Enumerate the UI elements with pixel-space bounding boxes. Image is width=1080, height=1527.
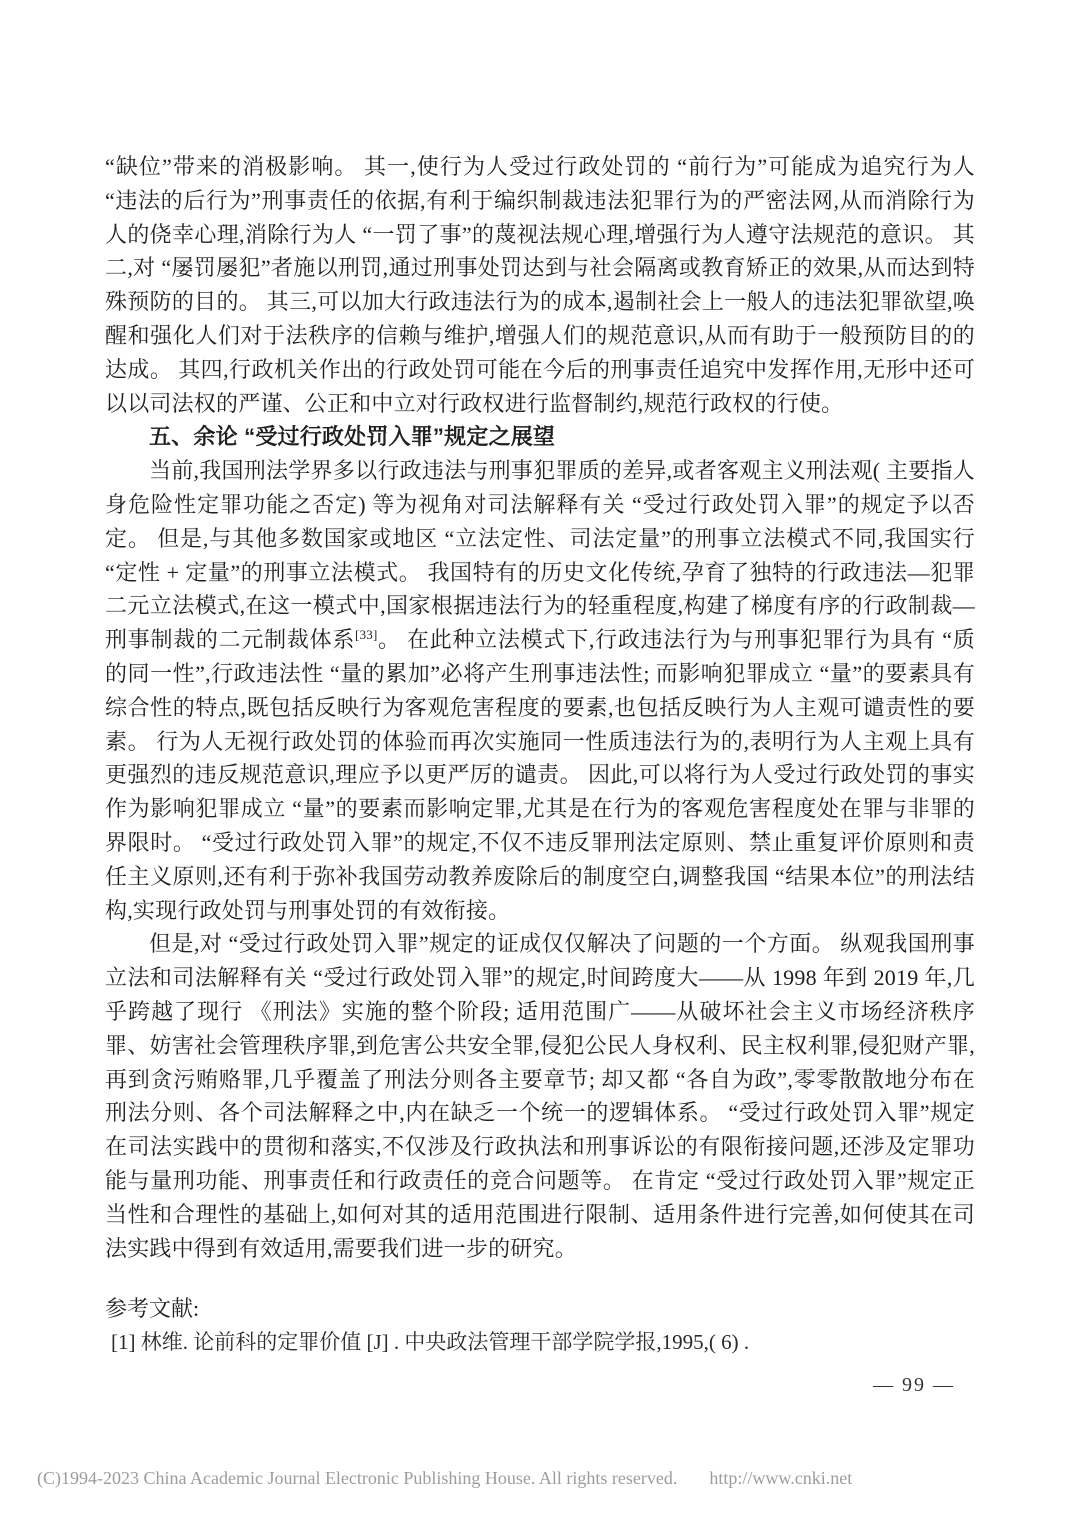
references-section xyxy=(105,1292,975,1360)
paragraph-with-footnote xyxy=(105,454,975,927)
article-text xyxy=(105,150,975,1265)
publisher-watermark xyxy=(37,1468,1047,1489)
paragraph-text-before-note: 当前,我国刑法学界多以行政违法与刑事犯罪质的差异,或者客观主义刑法观( 主要指人身危险性定罪功能之否定) 等为视角对司法解释有关 “受过行政处罚入罪”的规定予以否定。 但是,与其他多数国家或地区 “立法定性、司法定量”的刑事立法模式不同,我国实行 “定性 + 定量”的刑事立法模式。 我国特有的历史文化传统,孕育了独特的行政违法—犯罪二元立法模式,在这一模式中,国家根据违法行为的轻重程度,构建了梯度有序的行政制裁—刑事制裁的二元制裁体系 xyxy=(105,458,975,653)
copyright-text: (C)1994-2023 China Academic Journal Electronic Publishing House. All rights reserved. xyxy=(37,1468,678,1488)
paragraph-continuation: “缺位”带来的消极影响。 其一,使行为人受过行政处罚的 “前行为”可能成为追究行为人 “违法的后行为”刑事责任的依据,有利于编织制裁违法犯罪行为的严密法网,从而消除行为人的侥幸心理,消除行为人 “一罚了事”的蔑视法规心理,增强行为人遵守法规范的意识。 其二,对 “屡罚屡犯”者施以刑罚,通过刑事处罚达到与社会隔离或教育矫正的效果,从而达到特殊预防的目的。 其三,可以加大行政违法行为的成本,遏制社会上一般人的违法犯罪欲望,唤醒和强化人们对于法秩序的信赖与维护,增强人们的规范意识,从而有助于一般预防目的的达成。 其四,行政机关作出的行政处罚可能在今后的刑事责任追究中发挥作用,无形中还可以以司法权的严谨、公正和中立对行政权进行监督制约,规范行政权的行使。 xyxy=(105,154,975,416)
section-heading: 五、余论 “受过行政处罚入罪”规定之展望 xyxy=(149,424,556,450)
article-body xyxy=(105,150,975,1397)
footnote-marker: [33] xyxy=(355,627,378,643)
cnki-url[interactable]: http://www.cnki.net xyxy=(709,1468,853,1488)
references-heading: 参考文献: xyxy=(105,1296,200,1322)
paragraph: 但是,对 “受过行政处罚入罪”规定的证成仅仅解决了问题的一个方面。 纵观我国刑事立法和司法解释有关 “受过行政处罚入罪”的规定,时间跨度大——从 1998 年到 2019 年,几乎跨越了现行 《刑法》实施的整个阶段; 适用范围广——从破坏社会主义市场经济秩序罪、妨害社会管理秩序罪,到危害公共安全罪,侵犯公民人身权利、民主权利罪,侵犯财产罪,再到贪污贿赂罪,几乎覆盖了刑法分则各主要章节; 却又都 “各自为政”,零零散散地分布在刑法分则、各个司法解释之中,内在缺乏一个统一的逻辑体系。 “受过行政处罚入罪”规定在司法实践中的贯彻和落实,不仅涉及行政执法和刑事诉讼的有限衔接问题,还涉及定罪功能与量刑功能、刑事责任和行政责任的竞合问题等。 在肯定 “受过行政处罚入罪”规定正当性和合理性的基础上,如何对其的适用范围进行限制、适用条件进行完善,如何使其在司法实践中得到有效适用,需要我们进一步的研究。 xyxy=(105,931,975,1261)
page-number: — 99 — xyxy=(873,1373,955,1396)
paragraph-text-after-note: 。 在此种立法模式下,行政违法行为与刑事犯罪行为具有 “质的同一性”,行政违法性 “量的累加”必将产生刑事违法性; 而影响犯罪成立 “量”的要素具有综合性的特点,既包括反映行为客观危害程度的要素,也包括反映行为人主观可谴责性的要素。 行为人无视行政处罚的体验而再次实施同一性质违法行为的,表明行为人主观上具有更强烈的违反规范意识,理应予以更严厉的谴责。 因此,可以将行为人受过行政处罚的事实作为影响犯罪成立 “量”的要素而影响定罪,尤其是在行为的客观危害程度处在罪与非罪的界限时。 “受过行政处罚入罪”的规定,不仅不违反罪刑法定原则、禁止重复评价原则和责任主义原则,还有利于弥补我国劳动教养废除后的制度空白,调整我国 “结果本位”的刑法结构,实现行政处罚与刑事处罚的有效衔接。 xyxy=(105,627,975,923)
reference-item: [1] 林维. 论前科的定罪价值 [J] . 中央政法管理干部学院学报,1995,( 6) . xyxy=(111,1330,750,1355)
